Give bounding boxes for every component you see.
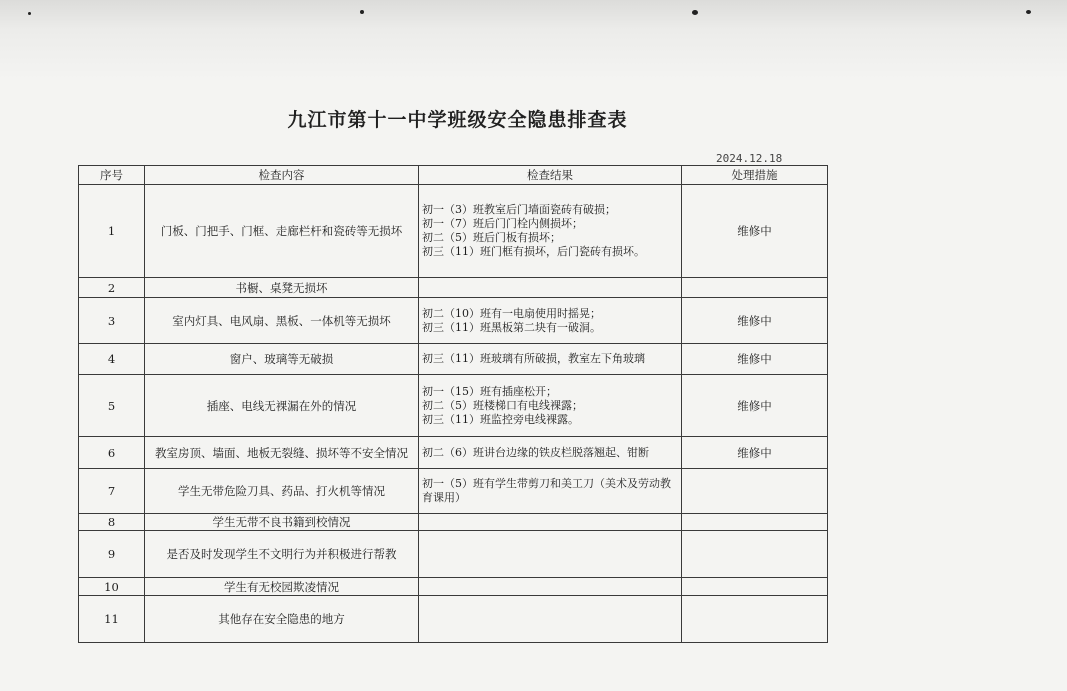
check-result xyxy=(419,578,682,596)
check-result: 初三（11）班玻璃有所破损，教室左下角玻璃 xyxy=(419,344,682,375)
table-row xyxy=(79,469,828,514)
check-item: 门板、门把手、门框、走廊栏杆和瓷砖等无损坏 xyxy=(145,185,419,278)
header-item: 检查内容 xyxy=(145,166,419,185)
row-number: 5 xyxy=(79,375,145,437)
header-result: 检查结果 xyxy=(419,166,682,185)
check-result: 初二（6）班讲台边缘的铁皮栏脱落翘起、钳断 xyxy=(419,437,682,469)
document-date: 2024.12.18 xyxy=(716,152,783,165)
row-number: 3 xyxy=(79,298,145,344)
check-result xyxy=(419,278,682,298)
check-item: 窗户、玻璃等无破损 xyxy=(145,344,419,375)
scan-speck xyxy=(1026,10,1031,14)
check-item: 学生有无校园欺凌情况 xyxy=(145,578,419,596)
table-row xyxy=(79,375,828,437)
document-title: 九江市第十一中学班级安全隐患排查表 xyxy=(287,109,628,131)
scan-speck xyxy=(360,10,364,14)
action-taken xyxy=(682,531,828,578)
table-row xyxy=(79,514,828,531)
table-row xyxy=(79,596,828,643)
scan-speck xyxy=(692,10,698,15)
check-result xyxy=(419,596,682,643)
check-item: 教室房顶、墙面、地板无裂缝、损坏等不安全情况 xyxy=(145,437,419,469)
action-taken: 维修中 xyxy=(682,437,828,469)
action-taken: 维修中 xyxy=(682,344,828,375)
check-item: 是否及时发现学生不文明行为并积极进行帮教 xyxy=(145,531,419,578)
table-row xyxy=(79,278,828,298)
table-row xyxy=(79,437,828,469)
header-no: 序号 xyxy=(79,166,145,185)
row-number: 9 xyxy=(79,531,145,578)
action-taken xyxy=(682,514,828,531)
action-taken xyxy=(682,278,828,298)
check-item: 室内灯具、电风扇、黑板、一体机等无损坏 xyxy=(145,298,419,344)
table-row xyxy=(79,298,828,344)
inspection-table xyxy=(78,165,828,643)
check-item: 学生无带不良书籍到校情况 xyxy=(145,514,419,531)
check-result xyxy=(419,514,682,531)
action-taken xyxy=(682,596,828,643)
check-result xyxy=(419,531,682,578)
row-number: 11 xyxy=(79,596,145,643)
row-number: 7 xyxy=(79,469,145,514)
row-number: 8 xyxy=(79,514,145,531)
row-number: 6 xyxy=(79,437,145,469)
check-item: 学生无带危险刀具、药品、打火机等情况 xyxy=(145,469,419,514)
header-action: 处理措施 xyxy=(682,166,828,185)
check-result: 初一（3）班教室后门墙面瓷砖有破损； 初一（7）班后门门栓内侧损坏； 初二（5）班后门板有损坏； 初三（11）班门框有损坏，后门瓷砖有损坏。 xyxy=(419,185,682,278)
table-row xyxy=(79,185,828,278)
action-taken: 维修中 xyxy=(682,375,828,437)
check-item: 书橱、桌凳无损坏 xyxy=(145,278,419,298)
table-row xyxy=(79,578,828,596)
check-result: 初二（10）班有一电扇使用时摇晃； 初三（11）班黑板第二块有一破洞。 xyxy=(419,298,682,344)
action-taken: 维修中 xyxy=(682,185,828,278)
check-result: 初一（15）班有插座松开； 初二（5）班楼梯口有电线裸露； 初三（11）班监控旁电线裸露。 xyxy=(419,375,682,437)
row-number: 1 xyxy=(79,185,145,278)
row-number: 4 xyxy=(79,344,145,375)
check-item: 其他存在安全隐患的地方 xyxy=(145,596,419,643)
row-number: 10 xyxy=(79,578,145,596)
check-item: 插座、电线无裸漏在外的情况 xyxy=(145,375,419,437)
scan-shadow xyxy=(0,0,1067,80)
table-row xyxy=(79,531,828,578)
action-taken xyxy=(682,578,828,596)
check-result: 初一（5）班有学生带剪刀和美工刀（美术及劳动教育课用） xyxy=(419,469,682,514)
row-number: 2 xyxy=(79,278,145,298)
action-taken xyxy=(682,469,828,514)
scan-speck xyxy=(28,12,31,15)
table-row xyxy=(79,344,828,375)
action-taken: 维修中 xyxy=(682,298,828,344)
table-header-row xyxy=(79,166,828,185)
